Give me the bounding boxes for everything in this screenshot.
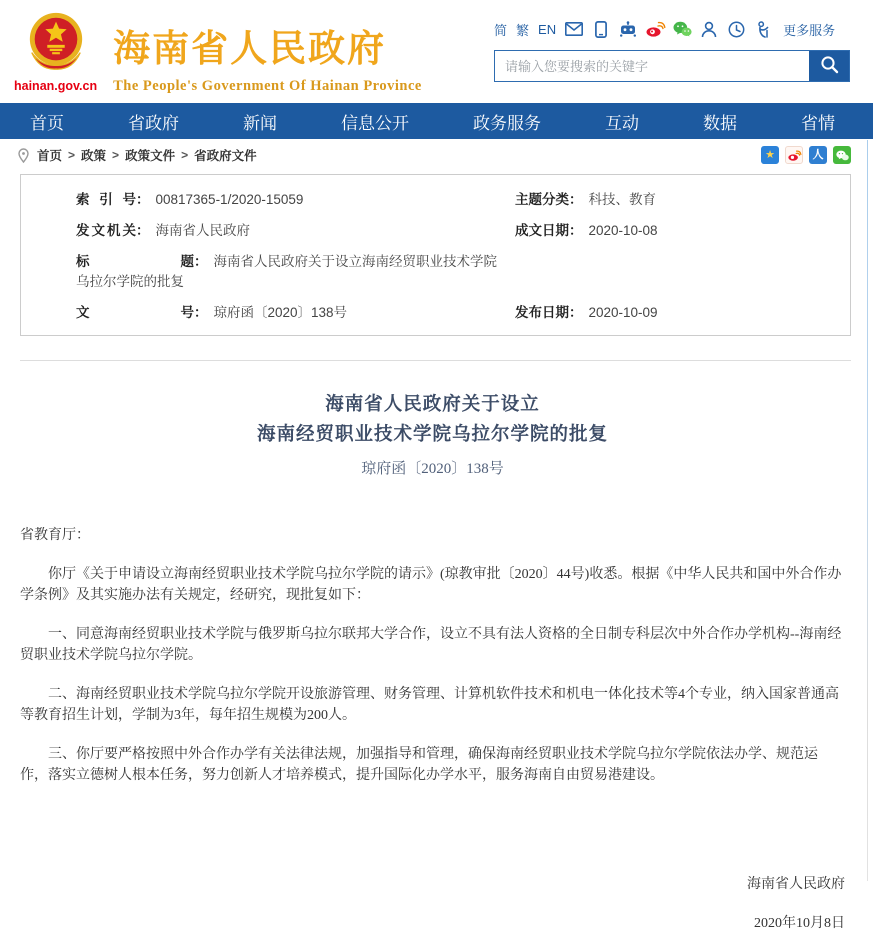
breadcrumb-policy[interactable]: 政策 [81,149,107,163]
site-domain-text: hainan.gov.cn [14,79,98,93]
section-divider [20,360,851,361]
emblem-wrap [14,6,97,93]
meta-subject-category: 主题分类： 科技、教育 [515,191,656,207]
meta-written-date-value: 2020-10-08 [588,222,658,238]
document-title [20,390,845,450]
share-row [761,146,851,164]
nav-item-home[interactable]: 首页 [30,113,64,133]
meta-issuing-agency-value: 海南省人民政府 [155,222,250,238]
meta-empty-cell [509,244,850,295]
breadcrumb-separator: > [181,148,189,162]
lang-simplified-link[interactable]: 简 [494,22,508,38]
site-header [0,0,873,103]
meta-publish-date: 发布日期： 2020-10-09 [515,304,658,320]
meta-doc-number-value: 琼府函〔2020〕138号 [213,304,348,320]
quick-links-row [494,18,850,40]
more-services-link[interactable]: 更多服务 [783,22,836,38]
signature-date: 2020年10月8日 [754,915,845,931]
breadcrumb-separator: > [68,148,76,162]
nav-item-news[interactable]: 新闻 [243,113,277,133]
lang-traditional-link[interactable]: 繁 [516,22,530,38]
mobile-icon[interactable] [592,20,610,38]
meta-doc-number: 文号： 琼府函〔2020〕138号 [76,304,348,320]
user-icon[interactable] [700,20,718,38]
elderly-mode-icon[interactable] [754,20,772,38]
renren-share-icon[interactable]: 人 [809,146,827,164]
paragraph: 二、海南经贸职业技术学院乌拉尔学院开设旅游管理、财务管理、计算机软件技术和机电一体化技术等4个专业，纳入国家普通高等教育招生计划，学制为3年，每年招生规模为200人。 [20,686,839,723]
breadcrumb-home[interactable]: 首页 [37,149,63,163]
meta-subject-category-value: 科技、教育 [588,191,656,207]
nav-item-info-disclosure[interactable]: 信息公开 [341,113,409,133]
main-nav [0,103,873,139]
signature-agency: 海南省人民政府 [747,876,845,892]
qzone-share-icon[interactable]: ★ [761,146,779,164]
header-right [494,6,850,103]
location-pin-icon [18,148,29,163]
document-number: 琼府函〔2020〕138号 [361,461,504,477]
national-emblem-icon [24,10,88,77]
document-body [20,525,845,787]
page-edge-divider [867,140,868,881]
site-names [113,6,422,95]
site-subtitle: The People's Government Of Hainan Province [113,78,422,94]
meta-publish-date-value: 2020-10-09 [588,304,658,320]
breadcrumb-separator: > [112,148,120,162]
wechat-share-icon[interactable] [833,146,851,164]
meta-title: 标题： 海南省人民政府关于设立海南经贸职业技术学院乌拉尔学院的批复 [76,253,497,289]
meta-issuing-agency: 发文机关： 海南省人民政府 [76,222,250,238]
paragraph: 三、你厅要严格按照中外合作办学有关法律法规，加强指导和管理，确保海南经贸职业技术学院乌拉尔学院依法办学、规范运作，落实立德树人根本任务，努力创新人才培养模式，提升国际化办学水平，服务海南自由贸易港建设。 [20,746,818,783]
document-title-line1: 海南省人民政府关于设立 [325,395,540,415]
search-input[interactable] [495,51,809,81]
paragraph: 一、同意海南经贸职业技术学院与俄罗斯乌拉尔联邦大学合作，设立不具有法人资格的全日制专科层次中外合作办学机构--海南经贸职业技术学院乌拉尔学院。 [20,626,842,663]
weibo-icon[interactable] [646,20,664,38]
nav-item-provincial-gov[interactable]: 省政府 [128,113,179,133]
meta-index-number-value: 00817365-1/2020-15059 [155,191,304,207]
wechat-icon[interactable] [673,20,691,38]
signature-block [20,873,845,932]
meta-title-value: 海南省人民政府关于设立海南经贸职业技术学院乌拉尔学院的批复 [76,253,497,289]
breadcrumb-provincial-gov-files[interactable]: 省政府文件 [194,149,257,163]
meta-written-date: 成文日期： 2020-10-08 [515,222,658,238]
site-title: 海南省人民政府 [113,29,387,70]
salutation: 省教育厅： [20,528,90,543]
document-article [0,390,873,932]
search-bar [494,50,850,82]
search-icon [820,55,839,77]
clock-icon[interactable] [727,20,745,38]
weibo-share-icon[interactable] [785,146,803,164]
site-logo-block[interactable] [14,6,422,103]
robot-icon[interactable] [619,20,637,38]
breadcrumb-policy-files[interactable]: 政策文件 [125,149,176,163]
nav-item-data[interactable]: 数据 [703,113,737,133]
document-title-line2: 海南经贸职业技术学院乌拉尔学院的批复 [256,425,608,445]
document-meta-table [20,174,851,336]
search-button[interactable] [809,51,849,81]
nav-item-province-profile[interactable]: 省情 [801,113,835,133]
breadcrumb [0,139,873,171]
nav-item-gov-services[interactable]: 政务服务 [473,113,541,133]
paragraph: 你厅《关于申请设立海南经贸职业技术学院乌拉尔学院的请示》(琼教审批〔2020〕44号)收悉。根据《中华人民共和国中外合作办学条例》及其实施办法有关规定，经研究，现批复如下： [20,566,842,603]
nav-item-interaction[interactable]: 互动 [605,113,639,133]
meta-index-number: 索引号： 00817365-1/2020-15059 [76,191,304,207]
lang-english-link[interactable]: EN [538,21,557,37]
mail-icon[interactable] [565,20,583,38]
